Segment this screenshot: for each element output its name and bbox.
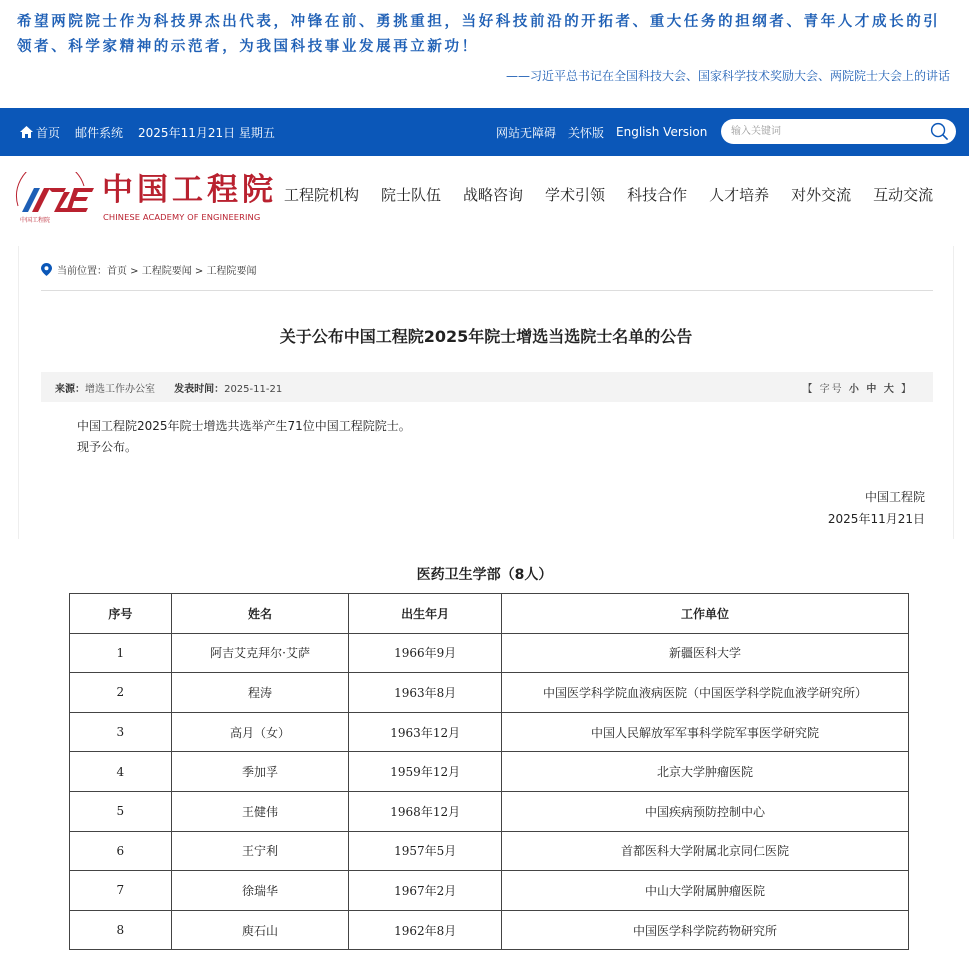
academy-emblem-icon[interactable] (14, 172, 96, 224)
font-size-label: 【 字号 (802, 383, 849, 395)
signature (828, 486, 925, 530)
article-body (77, 416, 411, 458)
header-workplace: 工作单位 (502, 594, 909, 634)
mail-system-link[interactable]: 邮件系统 (75, 125, 124, 140)
cell-name: 王健伟 (171, 791, 349, 831)
home-link[interactable] (20, 124, 60, 141)
breadcrumb (41, 262, 256, 277)
divider (41, 290, 933, 291)
font-large-button[interactable]: 大 (883, 383, 896, 395)
time-value: 2025-11-21 (224, 383, 283, 395)
cell-name: 阿吉艾克拜尔·艾萨 (171, 633, 349, 673)
academician-table (69, 593, 909, 950)
nav-item-talent-training[interactable]: 人才培养 (709, 185, 770, 204)
cell-index: 2 (70, 673, 172, 713)
header-birth: 出生年月 (349, 594, 502, 634)
cell-workplace: 中国疾病预防控制中心 (502, 791, 909, 831)
table-row (70, 791, 909, 831)
table-row (70, 633, 909, 673)
source-value: 增选工作办公室 (85, 383, 155, 395)
cell-birth: 1967年2月 (349, 871, 502, 911)
breadcrumb-text[interactable]: 当前位置：首页 > 工程院要闻 > 工程院要闻 (57, 266, 257, 277)
source-label: 来源： (55, 383, 85, 395)
table-row (70, 752, 909, 792)
home-link-label: 首页 (36, 125, 61, 140)
care-mode-link[interactable]: 关怀版 (568, 125, 605, 140)
signature-org: 中国工程院 (864, 490, 925, 504)
cell-birth: 1959年12月 (349, 752, 502, 792)
search-icon[interactable] (930, 122, 949, 141)
cell-birth: 1957年5月 (349, 831, 502, 871)
current-date: 2025年11月21日 星期五 (138, 125, 275, 140)
cell-birth: 1963年12月 (349, 712, 502, 752)
cell-index: 5 (70, 791, 172, 831)
cell-birth: 1963年8月 (349, 673, 502, 713)
cell-index: 6 (70, 831, 172, 871)
article-panel (18, 246, 954, 539)
time-label: 发表时间： (174, 383, 225, 395)
cell-name: 庾石山 (171, 910, 349, 950)
cell-workplace: 中国医学科学院药物研究所 (502, 910, 909, 950)
nav-item-strategy-consulting[interactable]: 战略咨询 (463, 185, 524, 204)
cell-index: 4 (70, 752, 172, 792)
main-nav (284, 156, 955, 232)
header-name: 姓名 (171, 594, 349, 634)
quote-banner (0, 0, 969, 108)
quote-text: 希望两院院士作为科技界杰出代表，冲锋在前、勇挑重担，当好科技前沿的开拓者、重大任务的担纲者、青年人才成长的引领者、科学家精神的示范者，为我国科技事业发展再立新功！ (17, 14, 941, 55)
logo-chinese-name: 中国工程院 (102, 172, 277, 208)
nav-item-academic-leadership[interactable]: 学术引领 (545, 185, 606, 204)
cell-workplace: 中国人民解放军军事科学院军事医学研究院 (502, 712, 909, 752)
header-index: 序号 (70, 594, 172, 634)
home-icon (20, 126, 33, 138)
quote-source: ——习近平总书记在全国科技大会、国家科学技术奖励大会、两院院士大会上的讲话 (505, 69, 950, 83)
signature-date: 2025年11月21日 (827, 512, 925, 526)
nav-item-organization[interactable]: 工程院机构 (284, 185, 360, 204)
cell-name: 徐瑞华 (171, 871, 349, 911)
search-input[interactable] (729, 125, 923, 138)
nav-item-international-exchange[interactable]: 对外交流 (791, 185, 852, 204)
department-title: 医药卫生学部（8人） (416, 567, 553, 583)
table-row (70, 673, 909, 713)
table-row (70, 712, 909, 752)
font-small-button[interactable]: 小 (848, 383, 861, 395)
table-header-row (70, 594, 909, 634)
cell-workplace: 北京大学肿瘤医院 (502, 752, 909, 792)
cell-name: 高月（女） (171, 712, 349, 752)
paragraph: 中国工程院2025年院士增选共选举产生71位中国工程院院士。 (77, 419, 411, 433)
cell-index: 7 (70, 871, 172, 911)
cell-name: 季加孚 (171, 752, 349, 792)
english-version-link[interactable]: English Version (616, 125, 708, 139)
svg-text:中国工程院: 中国工程院 (20, 217, 51, 224)
search-box (721, 119, 956, 144)
table-row (70, 910, 909, 950)
paragraph: 现予公布。 (77, 440, 138, 454)
cell-workplace: 新疆医科大学 (502, 633, 909, 673)
font-size-end: 】 (895, 383, 913, 395)
font-size-control (802, 380, 913, 395)
cell-index: 3 (70, 712, 172, 752)
location-pin-icon (41, 263, 52, 276)
cell-name: 王宁利 (171, 831, 349, 871)
table-row (70, 871, 909, 911)
cell-birth: 1966年9月 (349, 633, 502, 673)
cell-birth: 1968年12月 (349, 791, 502, 831)
cell-birth: 1962年8月 (349, 910, 502, 950)
logo-english-name: CHINESE ACADEMY OF ENGINEERING (103, 212, 261, 222)
accessibility-link[interactable]: 网站无障碍 (496, 125, 557, 140)
article-title: 关于公布中国工程院2025年院士增选当选院士名单的公告 (279, 327, 693, 346)
cell-workplace: 中山大学附属肿瘤医院 (502, 871, 909, 911)
nav-item-academicians[interactable]: 院士队伍 (381, 185, 442, 204)
article-meta (41, 372, 933, 402)
cell-workplace: 首都医科大学附属北京同仁医院 (502, 831, 909, 871)
table-row (70, 831, 909, 871)
nav-item-interaction[interactable]: 互动交流 (873, 185, 934, 204)
cell-workplace: 中国医学科学院血液病医院（中国医学科学院血液学研究所） (502, 673, 909, 713)
cell-index: 8 (70, 910, 172, 950)
cell-index: 1 (70, 633, 172, 673)
cell-name: 程涛 (171, 673, 349, 713)
nav-item-tech-cooperation[interactable]: 科技合作 (627, 185, 688, 204)
font-medium-button[interactable]: 中 (866, 383, 879, 395)
